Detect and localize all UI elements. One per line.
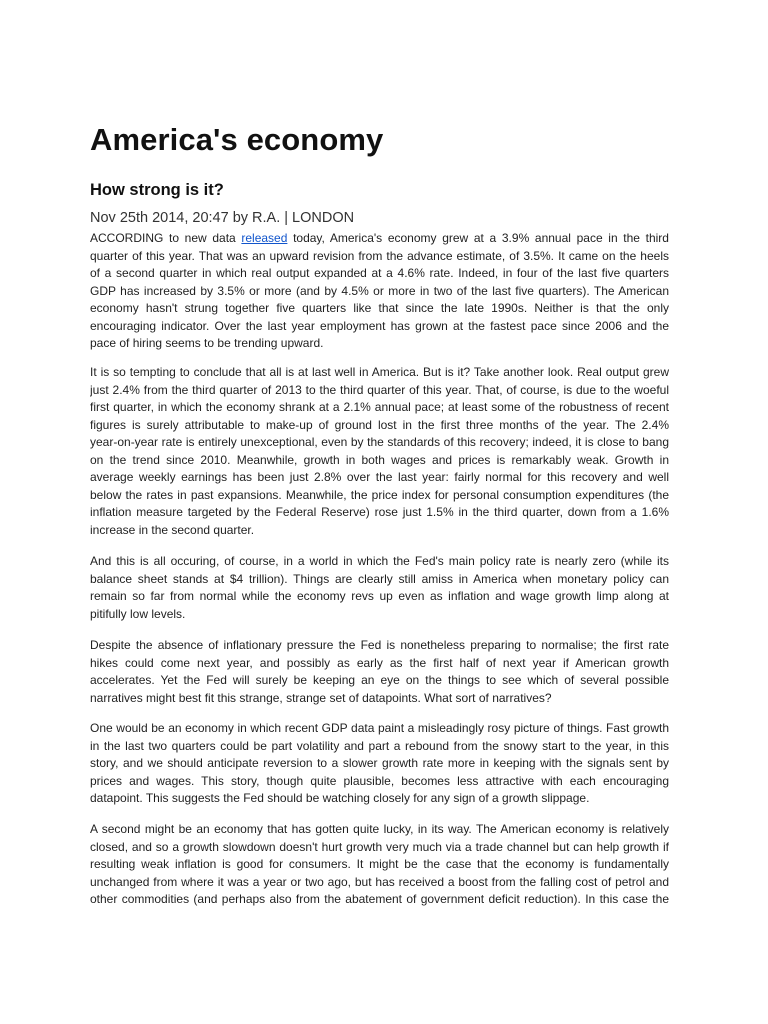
paragraph-line: story, and we should anticipate reversion to a slower growth rate more in keeping with the signals sent by: [90, 756, 669, 770]
paragraph-line: quarter of this year. That was an upward revision from the advance estimate, of 3.5%. It came on the heels: [90, 248, 669, 263]
article-body-paragraph-4: [90, 637, 669, 707]
paragraph-text: ACCORDING to new data: [90, 231, 242, 245]
paragraph-text: today, America's economy grew at a 3.9% annual pace in the third: [287, 231, 669, 245]
article-body-paragraph-6: [90, 821, 669, 909]
paragraph-line: Despite the absence of inflationary pressure the Fed is nonetheless preparing to normalise; the first rate: [90, 638, 669, 652]
article-body-paragraph-1: [90, 230, 669, 353]
paragraph-line: datapoint. This suggests the Fed should be watching closely for any sign of a growth slippage.: [90, 791, 590, 805]
paragraph-line: first quarter, in which the economy shrank at a 2.1% annual pace; at least some of the robustness of recent: [90, 400, 669, 414]
paragraph-line: pitifully low levels.: [90, 606, 186, 621]
released-link[interactable]: released: [241, 231, 288, 245]
paragraph-line: accelerates. Yet the Fed will surely be keeping an eye on the things to see which of several possible: [90, 673, 669, 687]
paragraph-line: resulting weak inflation is good for consumers. It might be the case that the economy is fundamentally: [90, 857, 669, 871]
paragraph-line: It is so tempting to conclude that all is at last well in America. But is it? Take another look. Real output grew: [90, 365, 669, 379]
paragraph-line: And this is all occuring, of course, in a world in which the Fed's main policy rate is nearly zero (while its: [90, 554, 669, 568]
paragraph-line: prices and wages. This story, though quite plausible, becomes less attractive with each encouraging: [90, 773, 669, 788]
paragraph-line: remain so far from normal while the economy revs up even as inflation and wage growth limp along at: [90, 589, 669, 603]
paragraph-line: closed, and so a growth slowdown doesn't hurt growth very much via a trade channel but can help growth if: [90, 839, 669, 854]
paragraph-line: GDP has increased by 3.5% or more (and by 4.5% or more in two of the last five quarters). The American: [90, 283, 669, 298]
article-title: America's economy: [90, 122, 384, 157]
article-body-paragraph-2: [90, 364, 669, 539]
article-body-paragraph-3: [90, 553, 669, 623]
paragraph-line: on the trend since 2010. Meanwhile, growth in both wages and prices is remarkably weak. Growth in: [90, 452, 669, 467]
paragraph-line: encouraging indicator. Over the last year employment has grown at the fastest pace since 2006 and the: [90, 318, 669, 333]
paragraph-line: balance sheet stands at $4 trillion). Things are clearly still amiss in America when monetary policy can: [90, 571, 669, 586]
paragraph-line: inflation measure targeted by the Federal Reserve) rose just 1.5% in the third quarter, down from a 1.6%: [90, 505, 669, 519]
paragraph-line: pace of hiring seems to be trending upward.: [90, 336, 324, 350]
paragraph-line: year-on-year rate is entirely unexceptional, even by the standards of this recovery; indeed, it is close to bang: [90, 435, 669, 449]
article-subtitle: How strong is it?: [90, 181, 224, 199]
paragraph-line: just 2.4% from the third quarter of 2013 to the third quarter of this year. That, of course, is due to the woeful: [90, 382, 669, 397]
paragraph-line: One would be an economy in which recent GDP data paint a misleadingly rosy picture of things. Fast growth: [90, 721, 669, 735]
paragraph-line: other commodities (and perhaps also from the abatement of government deficit reduction). In this case the: [90, 892, 669, 906]
paragraph-line: A second might be an economy that has gotten quite lucky, in its way. The American economy is relatively: [90, 822, 669, 836]
paragraph-line: [90, 230, 669, 248]
paragraph-line: hikes could come next year, and possibly as early as the first half of next year if American growth: [90, 655, 669, 670]
article-byline: Nov 25th 2014, 20:47 by R.A. | LONDON: [90, 210, 355, 226]
paragraph-line: below the rates in past expansions. Meanwhile, the price index for personal consumption expenditures (the: [90, 487, 669, 502]
paragraph-line: figures is surely attributable to make-up of ground lost in the first three months of the year. The 2.4%: [90, 417, 669, 432]
article-body-paragraph-5: [90, 720, 669, 808]
paragraph-line: economy hasn't strung together five quarters like that since the late 1990s. Neither is that the only: [90, 301, 669, 315]
paragraph-line: average weekly earnings has been just 2.8% over the last year: fairly normal for this recovery and well: [90, 470, 669, 484]
paragraph-line: of a second quarter in which real output expanded at a 4.6% rate. Indeed, in four of the last five quarters: [90, 266, 669, 280]
paragraph-line: increase in the second quarter.: [90, 522, 255, 537]
paragraph-line: unchanged from where it was a year or two ago, but has received a boost from the falling cost of petrol and: [90, 874, 669, 889]
paragraph-line: narratives might best fit this strange, strange set of datapoints. What sort of narratives?: [90, 690, 552, 705]
paragraph-line: in the last two quarters could be part volatility and part a rebound from the snowy start to the year, in this: [90, 738, 669, 753]
